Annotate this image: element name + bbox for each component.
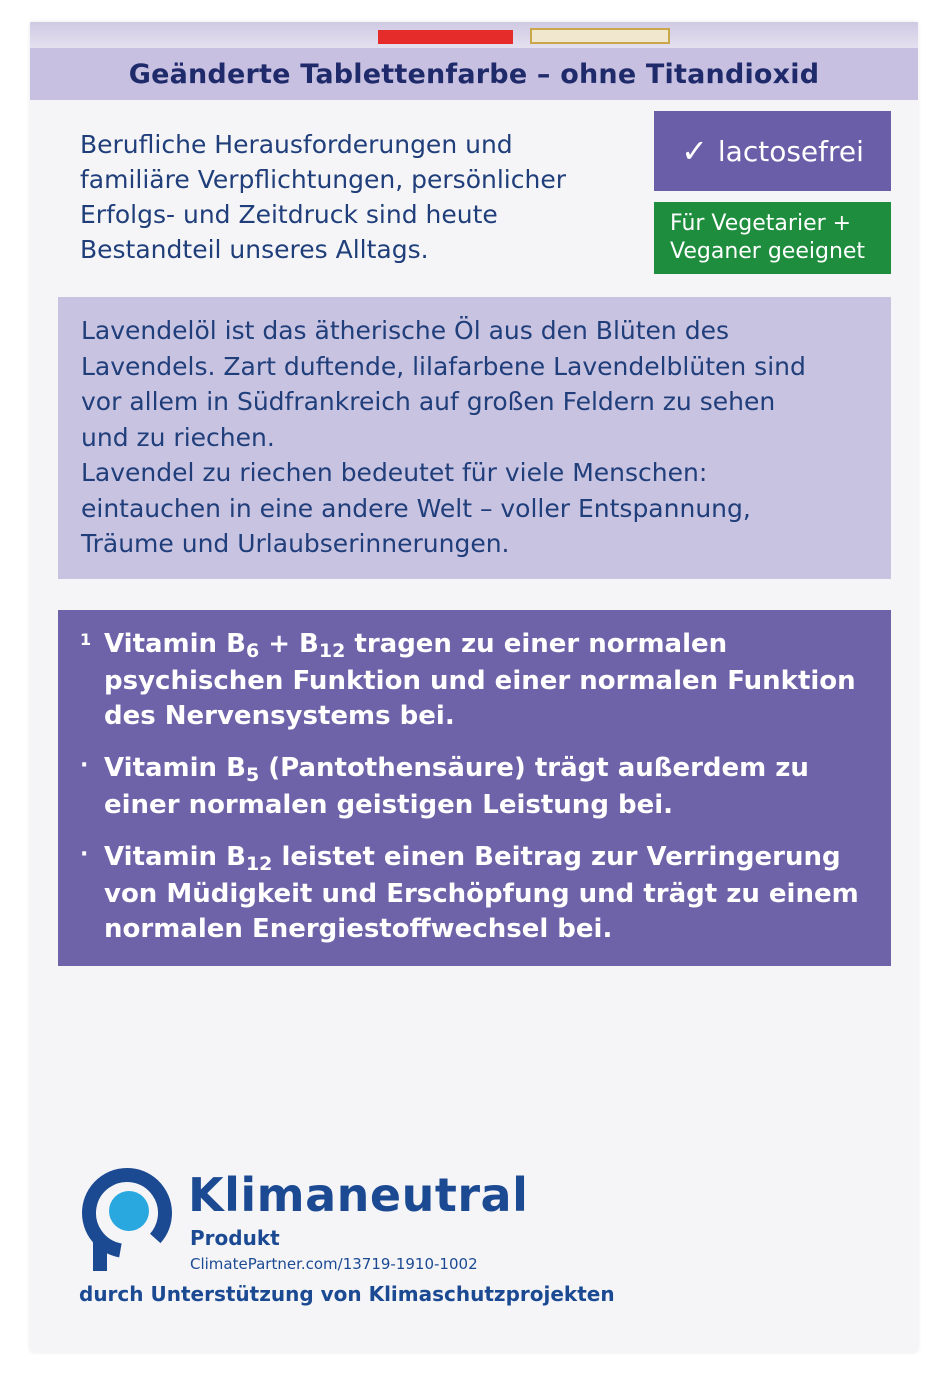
vitamin-claim-line xyxy=(104,627,884,664)
beige-label-tag xyxy=(530,28,670,44)
vegan-badge-line: Für Vegetarier + xyxy=(670,211,852,236)
vitamin-claim-line xyxy=(104,751,884,788)
vitamin-claims-box xyxy=(58,610,891,966)
klimaneutral-footer: durch Unterstützung von Klimaschutzprojekten xyxy=(79,1282,615,1306)
lavender-line: Lavendel zu riechen bedeutet für viele Menschen: xyxy=(81,458,708,487)
claim-text: + B xyxy=(259,629,319,659)
vitamin-claim-line: von Müdigkeit und Erschöpfung und trägt zu einem xyxy=(104,879,859,909)
lavender-line: eintauchen in eine andere Welt – voller Entspannung, xyxy=(81,493,751,523)
bullet-dot: · xyxy=(80,753,89,778)
claim-text: (Pantothensäure) trägt außerdem zu xyxy=(259,753,809,783)
footnote-mark: 1 xyxy=(80,630,92,649)
climate-partner-logo-icon xyxy=(79,1165,175,1275)
vitamin-claim-3 xyxy=(104,840,884,947)
lavender-text xyxy=(81,313,881,562)
claim-text: leistet einen Beitrag zur Verringerung xyxy=(272,842,841,872)
lavender-line: vor allem in Südfrankreich auf großen Feldern zu sehen xyxy=(81,387,776,416)
red-label-tag xyxy=(378,30,513,44)
lavender-line: Träume und Urlaubserinnerungen. xyxy=(81,529,510,558)
vitamin-claim-line: einer normalen geistigen Leistung bei. xyxy=(104,790,674,820)
claim-text: Vitamin B xyxy=(104,629,246,659)
lactose-free-badge xyxy=(654,111,891,191)
top-flap-strip xyxy=(30,22,918,48)
subscript: 5 xyxy=(245,764,260,786)
lavender-line: Lavendelöl ist das ätherische Öl aus den Blüten des xyxy=(81,316,729,345)
subscript: 6 xyxy=(245,640,260,662)
header-banner-text: Geänderte Tablettenfarbe – ohne Titandioxid xyxy=(128,58,820,90)
vitamin-claim-line: des Nervensystems bei. xyxy=(104,701,455,731)
lactose-free-label: lactosefrei xyxy=(717,134,864,168)
claim-text: Vitamin B xyxy=(104,753,246,783)
subscript: 12 xyxy=(245,853,273,875)
vegan-badge-line: Veganer geeignet xyxy=(670,239,866,264)
claim-text: Vitamin B xyxy=(104,842,246,872)
claim-text: tragen zu einer normalen xyxy=(345,629,728,659)
klimaneutral-title: Klimaneutral xyxy=(188,1168,529,1222)
vitamin-claim-line: normalen Energiestoffwechsel bei. xyxy=(104,914,613,944)
intro-text xyxy=(80,127,640,267)
klimaneutral-subtitle: Produkt xyxy=(190,1226,280,1250)
header-banner xyxy=(30,48,918,100)
vitamin-claim-line xyxy=(104,840,884,877)
bullet-dot: · xyxy=(80,842,89,867)
climate-partner-url: ClimatePartner.com/13719-1910-1002 xyxy=(190,1255,478,1273)
vegan-badge xyxy=(654,202,891,274)
intro-line: Berufliche Herausforderungen und xyxy=(80,130,513,159)
lavender-line: Lavendels. Zart duftende, lilafarbene Lavendelblüten sind xyxy=(81,351,806,381)
lavender-info-box xyxy=(58,297,891,579)
lavender-line: und zu riechen. xyxy=(81,422,275,452)
vitamin-claim-2 xyxy=(104,751,884,823)
vitamin-claim-1 xyxy=(104,627,884,734)
checkmark-icon: ✓ xyxy=(681,132,708,170)
intro-line: familiäre Verpflichtungen, persönlicher xyxy=(80,165,566,194)
intro-line: Bestandteil unseres Alltags. xyxy=(80,235,429,264)
subscript: 12 xyxy=(318,640,346,662)
intro-line: Erfolgs- und Zeitdruck sind heute xyxy=(80,200,498,229)
vitamin-claim-line: psychischen Funktion und einer normalen Funktion xyxy=(104,666,856,696)
